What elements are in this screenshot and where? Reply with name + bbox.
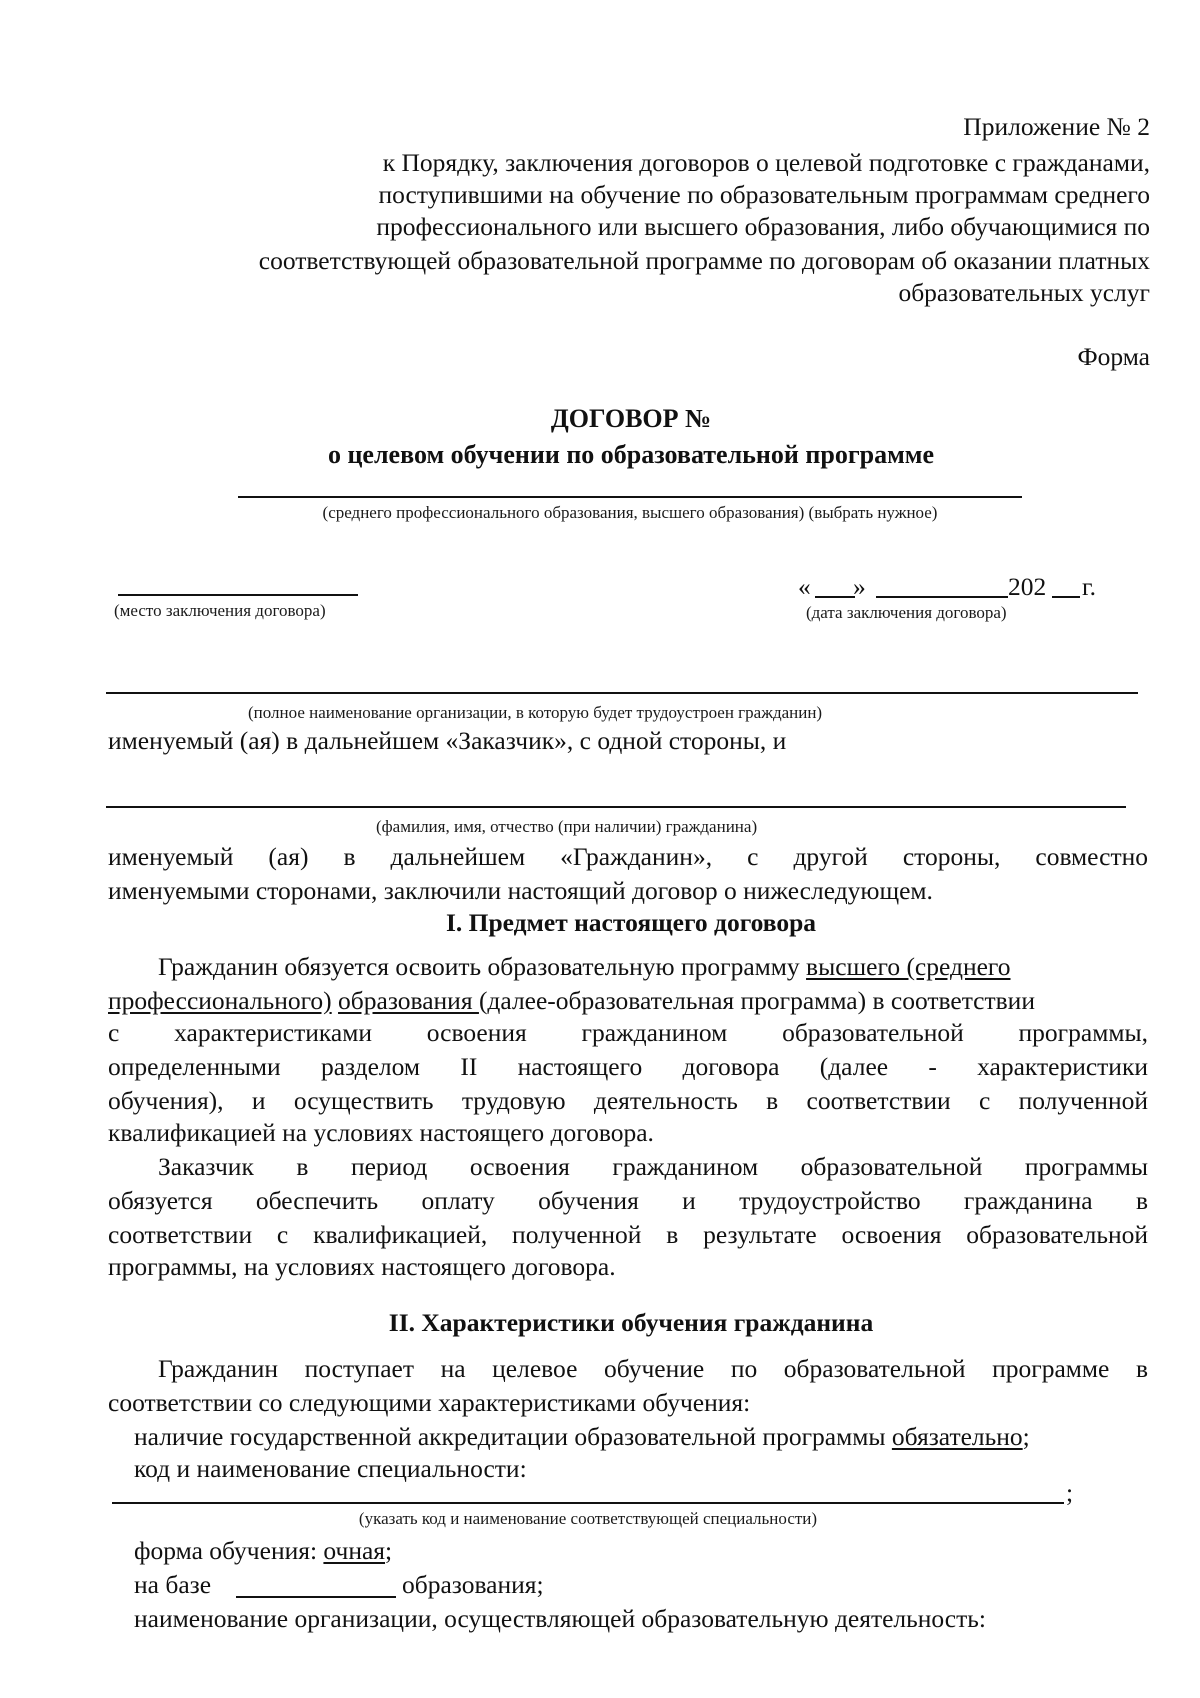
header-line-2: поступившими на обучение по образовательным программам среднего: [378, 180, 1150, 209]
accreditation-value: обязательно: [891, 1422, 1023, 1451]
section-1-p1-line-5: обучения), и осуществить трудовую деятельность в соответствии с полученной: [108, 1086, 1148, 1115]
section-1-p1-line-6: квалификацией на условиях настоящего договора.: [108, 1118, 654, 1147]
date-day-line: [815, 596, 855, 598]
text-span: Гражданин обязуется освоить образовательную программу: [158, 952, 807, 981]
citizen-line: [106, 806, 1126, 808]
contract-title: ДОГОВОР №: [550, 404, 712, 433]
text-span: (далее-образовательная программа) в соответствии: [478, 986, 1035, 1015]
date-year: 202: [1008, 572, 1047, 601]
date-close-quote: »: [853, 572, 866, 601]
specialty-line-end: ;: [1066, 1478, 1074, 1507]
section-1-p1-line-1: [158, 950, 1011, 984]
customer-text: именуемый (ая) в дальнейшем «Заказчик», с одной стороны, и: [108, 726, 787, 755]
program-type-line: [238, 496, 1022, 498]
accreditation-line: [134, 1420, 1030, 1454]
date-year-suffix: г.: [1082, 572, 1096, 601]
specialty-label: код и наименование специальности:: [134, 1454, 527, 1483]
section-2-heading: II. Характеристики обучения гражданина: [388, 1308, 874, 1337]
specialty-hint: (указать код и наименование соответствующей специальности): [358, 1509, 818, 1528]
study-form-line: [134, 1534, 392, 1568]
study-form-value: очная: [323, 1536, 386, 1565]
section-1-p2-line-2: обязуется обеспечить оплату обучения и трудоустройство гражданина в: [108, 1186, 1148, 1215]
section-2-p1-line-2: соответствии со следующими характеристиками обучения:: [108, 1388, 751, 1417]
header-line-3: профессионального или высшего образования, либо обучающимися по: [376, 212, 1150, 241]
section-1-heading: I. Предмет настоящего договора: [445, 908, 817, 937]
date-hint: (дата заключения договора): [806, 603, 1007, 622]
education-org-label: наименование организации, осуществляющей образовательную деятельность:: [134, 1604, 986, 1633]
place-hint: (место заключения договора): [114, 601, 326, 620]
citizen-text-1: именуемый (ая) в дальнейшем «Гражданин», с другой стороны, совместно: [108, 842, 1148, 871]
section-1-p1-line-4: определенными разделом II настоящего договора (далее - характеристики: [108, 1052, 1148, 1081]
date-open-quote: «: [798, 572, 811, 601]
customer-hint: (полное наименование организации, в которую будет трудоустроен гражданин): [248, 703, 823, 722]
study-form-label: форма обучения:: [134, 1536, 318, 1565]
section-1-p1-line-3: с характеристиками освоения гражданином образовательной программы,: [108, 1018, 1148, 1047]
base-education-suffix: образования;: [402, 1570, 544, 1599]
text-span: наличие государственной аккредитации образовательной программы: [134, 1422, 892, 1451]
text-span: ;: [385, 1536, 393, 1565]
text-span: ;: [1022, 1422, 1030, 1451]
section-2-p1-line-1: Гражданин поступает на целевое обучение по образовательной программе в: [158, 1354, 1148, 1383]
base-education-label: на базе: [134, 1570, 212, 1599]
base-education-line: [236, 1596, 396, 1598]
customer-line: [106, 692, 1138, 694]
specialty-line: [112, 1502, 1064, 1504]
place-line: [118, 594, 358, 596]
form-label: Форма: [1077, 342, 1150, 371]
appendix-number: Приложение № 2: [963, 112, 1150, 141]
contract-subtitle: о целевом обучении по образовательной программе: [327, 440, 935, 469]
section-1-p2-line-4: программы, на условиях настоящего договора.: [108, 1252, 616, 1281]
header-line-1: к Порядку, заключения договоров о целевой подготовке с гражданами,: [382, 148, 1150, 177]
program-type-hint: (среднего профессионального образования, высшего образования) (выбрать нужное): [322, 503, 938, 522]
section-1-p1-line-2: [108, 984, 1035, 1018]
underlined-education-word: образования: [338, 986, 479, 1015]
date-month-line: [876, 596, 1008, 598]
underlined-education-level: высшего (среднего: [806, 952, 1011, 981]
underlined-education-level-cont: профессионального): [108, 986, 332, 1015]
citizen-text-2: именуемыми сторонами, заключили настоящий договор о нижеследующем.: [108, 876, 933, 905]
header-line-4: соответствующей образовательной программе по договорам об оказании платных: [258, 246, 1150, 275]
section-1-p2-line-1: Заказчик в период освоения гражданином образовательной программы: [158, 1152, 1148, 1181]
section-1-p2-line-3: соответствии с квалификацией, полученной в результате освоения образовательной: [108, 1220, 1148, 1249]
citizen-hint: (фамилия, имя, отчество (при наличии) гражданина): [376, 817, 758, 836]
date-year-line: [1052, 596, 1080, 598]
header-line-5: образовательных услуг: [898, 278, 1150, 307]
